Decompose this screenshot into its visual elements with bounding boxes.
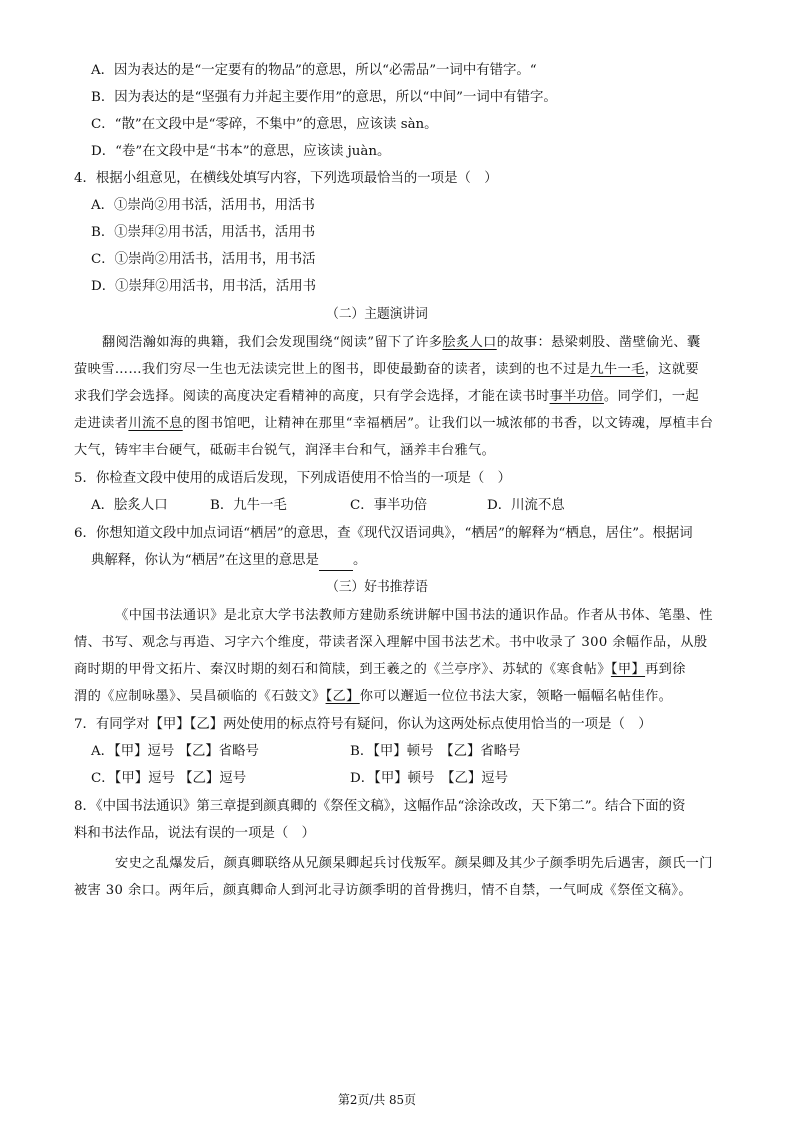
q8-line-2: 料和书法作品，说法有误的一项是（ ） (74, 826, 316, 841)
mark-yi: 【乙】 (325, 689, 360, 704)
speech-text: 的故事：悬梁刺股、凿壁偷光、囊 (496, 335, 701, 350)
idiom-underlined: 川流不息 (128, 416, 183, 431)
q3-option-d: D．“卷”在文段中是“书本”的意思，应该读 juàn。 (91, 144, 391, 159)
q3-option-a: A．因为表达的是“一定要有的物品”的意思，所以“必需品”一词中有错字。“ (91, 63, 537, 78)
answer-blank[interactable] (319, 552, 353, 571)
q3-option-c: C．“散”在文段中是“零碎，不集中”的意思，应该读 sàn。 (91, 117, 438, 132)
section3-heading: （三）好书推荐语 (326, 580, 428, 595)
q7-option-a: A．【甲】逗号 【乙】省略号 (91, 744, 259, 759)
page-number: 第2页/共 85页 (338, 1092, 416, 1107)
idiom-underlined: 事半功倍 (549, 389, 604, 404)
q8-material-line-2: 被害 30 余口。两年后，颜真卿命人到河北寻访颜季明的首骨携归，情不自禁，一气呵成《祭侄文稿》。 (74, 883, 693, 898)
idiom-underlined: 九牛一毛 (590, 362, 645, 377)
q8-line-1: 8．《中国书法通识》第三章提到颜真卿的《祭侄文稿》，这幅作品“涂涂改改，天下第二”。结合下面的资 (74, 799, 686, 814)
speech-line-2 (74, 361, 699, 379)
q7-option-c: C．【甲】逗号 【乙】逗号 (91, 771, 247, 786)
recommend-text: 渭的《应制咏墨》、吴昌硕临的《石鼓文》 (74, 689, 326, 704)
speech-text: 走进读者 (74, 416, 129, 431)
q4-stem: 4．根据小组意见，在横线处填写内容，下列选项最恰当的一项是（ ） (74, 171, 498, 186)
q5-option-b: B．九牛一毛 (210, 498, 287, 513)
recommend-text: 你可以邂逅一位位书法大家，领略一幅幅名帖佳作。 (359, 689, 673, 704)
recommend-text: 商时期的甲骨文拓片、秦汉时期的刻石和简牍，到王羲之的《兰亭序》、苏轼的《寒食帖》 (74, 662, 611, 677)
recommend-line-2: 情、书写、观念与再造、习字六个维度，带读者深入理解中国书法艺术。书中收录了 300 余幅作品，从殷 (74, 635, 708, 650)
q6-line-1: 6．你想知道文段中加点词语“栖居”的意思，查《现代汉语词典》，“栖居”的解释为“栖息，居住”。根据词 (74, 526, 693, 541)
q4-option-c: C．①崇尚②用活书，活用书，用书活 (91, 252, 316, 267)
speech-text: 翻阅浩瀚如海的典籍，我们会发现围绕“阅读”留下了许多 (102, 335, 443, 350)
speech-line-4 (74, 415, 713, 433)
q5-option-a: A．脍炙人口 (91, 498, 168, 513)
q7-option-b: B．【甲】顿号 【乙】省略号 (350, 744, 521, 759)
recommend-line-4 (74, 688, 672, 706)
section2-heading: （二）主题演讲词 (326, 307, 428, 322)
q6-text-end: 。 (352, 553, 367, 568)
q3-option-b: B．因为表达的是“坚强有力并起主要作用”的意思，所以“中间”一词中有错字。 (91, 90, 557, 105)
q4-option-b: B．①崇拜②用书活，用活书，活用书 (91, 225, 316, 240)
recommend-text: 再到徐 (645, 662, 686, 677)
q5-option-d: D．川流不息 (487, 498, 565, 513)
q5-option-c: C．事半功倍 (350, 498, 428, 513)
q4-option-d: D．①崇拜②用活书，用书活，活用书 (91, 279, 316, 294)
speech-text: 求我们学会选择。阅读的高度决定看精神的高度，只有学会选择，才能在读书时 (74, 389, 550, 404)
speech-text: 的图书馆吧，让精神在那里“幸福栖居”。让我们以一城浓郁的书香，以文铸魂，厚植丰台 (182, 416, 714, 431)
speech-line-3 (74, 388, 699, 406)
speech-text: 。同学们，一起 (603, 389, 700, 404)
q6-line-2 (91, 552, 366, 571)
q7-option-d: D．【甲】顿号 【乙】逗号 (350, 771, 509, 786)
idiom-underlined: 脍炙人口 (442, 335, 497, 350)
recommend-line-3 (74, 661, 686, 679)
q7-stem: 7．有同学对【甲】【乙】两处使用的标点符号有疑问，你认为这两处标点使用恰当的一项是（ ） (74, 717, 652, 732)
q5-stem: 5．你检查文段中使用的成语后发现，下列成语使用不恰当的一项是（ ） (74, 471, 512, 486)
mark-jia: 【甲】 (610, 662, 646, 677)
q4-option-a: A．①崇尚②用书活，活用书，用活书 (91, 198, 315, 213)
speech-text: 萤映雪……我们穷尽一生也无法读完世上的图书，即使最勤奋的读者，读到的也不过是 (74, 362, 591, 377)
q6-text: 典解释，你认为“栖居”在这里的意思是 (91, 553, 319, 568)
speech-line-5: 大气，铸牢丰台硬气，砥砺丰台锐气，润泽丰台和气，涵养丰台雅气。 (74, 443, 496, 458)
speech-text: ，这就要 (644, 362, 700, 377)
q8-material-line-1: 安史之乱爆发后，颜真卿联络从兄颜杲卿起兵讨伐叛军。颜杲卿及其少子颜季明先后遇害，颜氏一门 (115, 856, 713, 871)
speech-line-1 (102, 334, 701, 352)
recommend-line-1: 《中国书法通识》是北京大学书法教师方建勋系统讲解中国书法的通识作品。作者从书体、笔墨、性 (115, 608, 713, 623)
